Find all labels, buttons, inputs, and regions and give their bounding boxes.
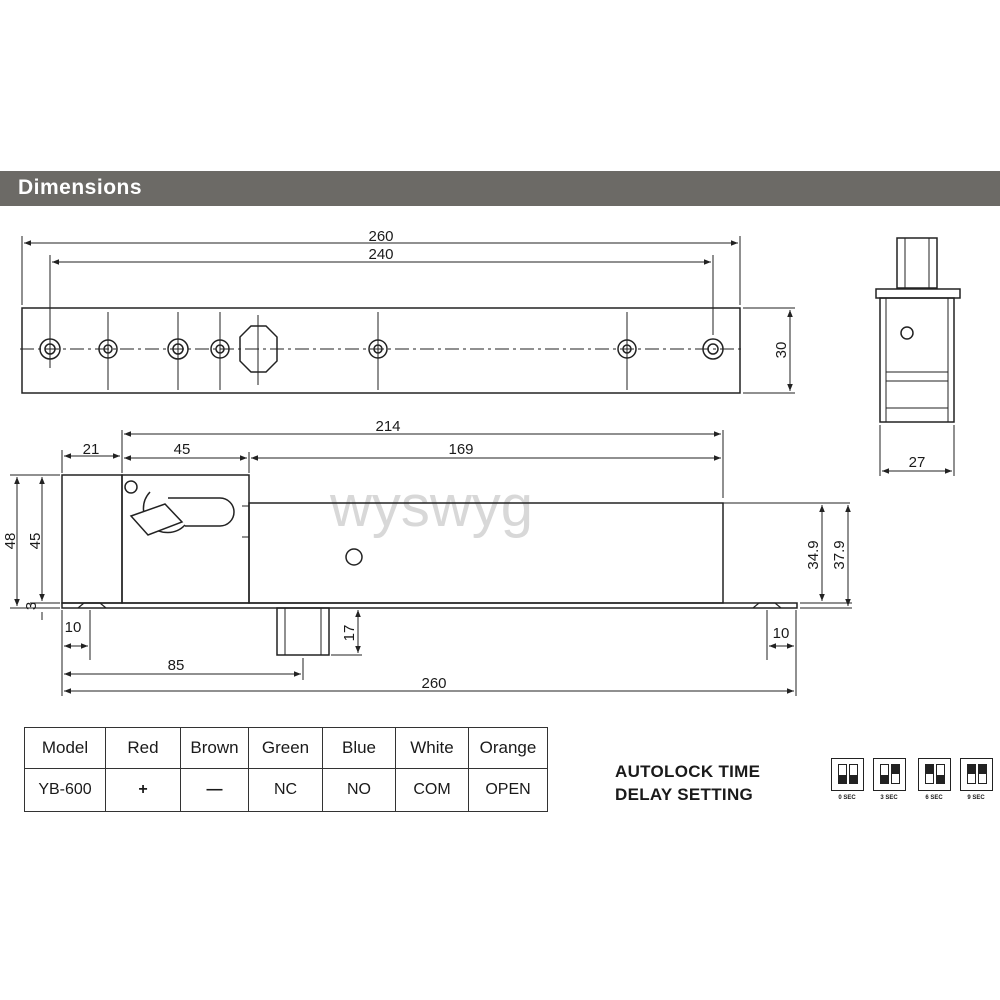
dip-switch-1 (967, 764, 976, 784)
dim-label-base-thickness: 3 (23, 601, 40, 611)
dim-label-foot-right: 10 (772, 625, 790, 642)
header-green: Green (249, 728, 323, 769)
wiring-header-row (25, 728, 548, 769)
dip-setting-0 (827, 758, 867, 801)
section-title: Dimensions (18, 176, 143, 199)
header-red: Red (106, 728, 181, 769)
value-blue: NO (323, 769, 396, 812)
dip-switch-2 (891, 764, 900, 784)
value-white: COM (396, 769, 469, 812)
header-blue: Blue (323, 728, 396, 769)
dim-label-body-right: 169 (448, 441, 474, 458)
end-view (876, 238, 960, 476)
dim-label-bolt-height: 17 (341, 624, 358, 642)
dim-label-height-body: 45 (27, 532, 44, 550)
dim-label-overall-length: 260 (368, 228, 394, 245)
dip-switch-block (873, 758, 906, 791)
dip-switch-2 (978, 764, 987, 784)
header-orange: Orange (469, 728, 548, 769)
dip-switch-2 (936, 764, 945, 784)
value-orange: OPEN (469, 769, 548, 812)
value-model: YB-600 (25, 769, 106, 812)
top-view (20, 236, 795, 393)
watermark: wyswyg (330, 474, 534, 539)
dip-label: 9 SEC (967, 795, 985, 801)
bolt-head-octagon (240, 315, 277, 385)
dip-setting-3 (869, 758, 909, 801)
dim-label-hole-spacing: 240 (368, 246, 394, 263)
dim-label-body-length: 214 (375, 418, 401, 435)
dip-switch-block (960, 758, 993, 791)
dip-setting-6 (914, 758, 954, 801)
side-view-end-cap (62, 475, 122, 603)
dim-label-panel-width: 45 (173, 441, 191, 458)
dip-label: 0 SEC (838, 795, 856, 801)
side-view-screw-hole (346, 549, 362, 565)
dim-label-depth: 27 (908, 454, 926, 471)
dip-label: 6 SEC (925, 795, 943, 801)
side-view-release-panel (122, 475, 249, 603)
wiring-table (24, 727, 548, 812)
mount-hole-6 (618, 312, 636, 390)
dip-label: 3 SEC (880, 795, 898, 801)
dip-switch-2 (849, 764, 858, 784)
mount-hole-2 (99, 312, 117, 390)
header-white: White (396, 728, 469, 769)
autolock-title-line2: DELAY SETTING (615, 785, 754, 804)
release-key-icon (131, 504, 182, 535)
dim-label-bolt-offset: 85 (167, 657, 185, 674)
autolock-title-line1: AUTOLOCK TIME (615, 762, 761, 781)
header-brown: Brown (181, 728, 249, 769)
dim-label-foot-left: 10 (64, 619, 82, 636)
dim-label-right-height-outer: 37.9 (831, 540, 848, 570)
dim-label-width: 30 (773, 341, 790, 359)
header-model: Model (25, 728, 106, 769)
dip-switch-1 (880, 764, 889, 784)
mount-hole-4 (211, 312, 229, 390)
end-view-bolt (897, 238, 937, 288)
dip-switch-1 (838, 764, 847, 784)
mount-hole-5 (369, 312, 387, 390)
dip-switch-block (918, 758, 951, 791)
dim-label-height-total: 48 (2, 532, 19, 550)
dip-setting-9 (956, 758, 996, 801)
dim-label-left-offset: 21 (82, 441, 100, 458)
mount-hole-3 (168, 312, 188, 390)
side-view (10, 430, 852, 696)
value-brown: — (181, 769, 249, 812)
autolock-title (615, 760, 760, 806)
value-green: NC (249, 769, 323, 812)
dip-switch-1 (925, 764, 934, 784)
dip-switch-block (831, 758, 864, 791)
side-view-base-plate (62, 603, 797, 608)
wiring-value-row (25, 769, 548, 812)
dim-label-overall-length-bottom: 260 (421, 675, 447, 692)
dim-label-right-height-inner: 34.9 (805, 540, 822, 570)
value-red: + (106, 769, 181, 812)
